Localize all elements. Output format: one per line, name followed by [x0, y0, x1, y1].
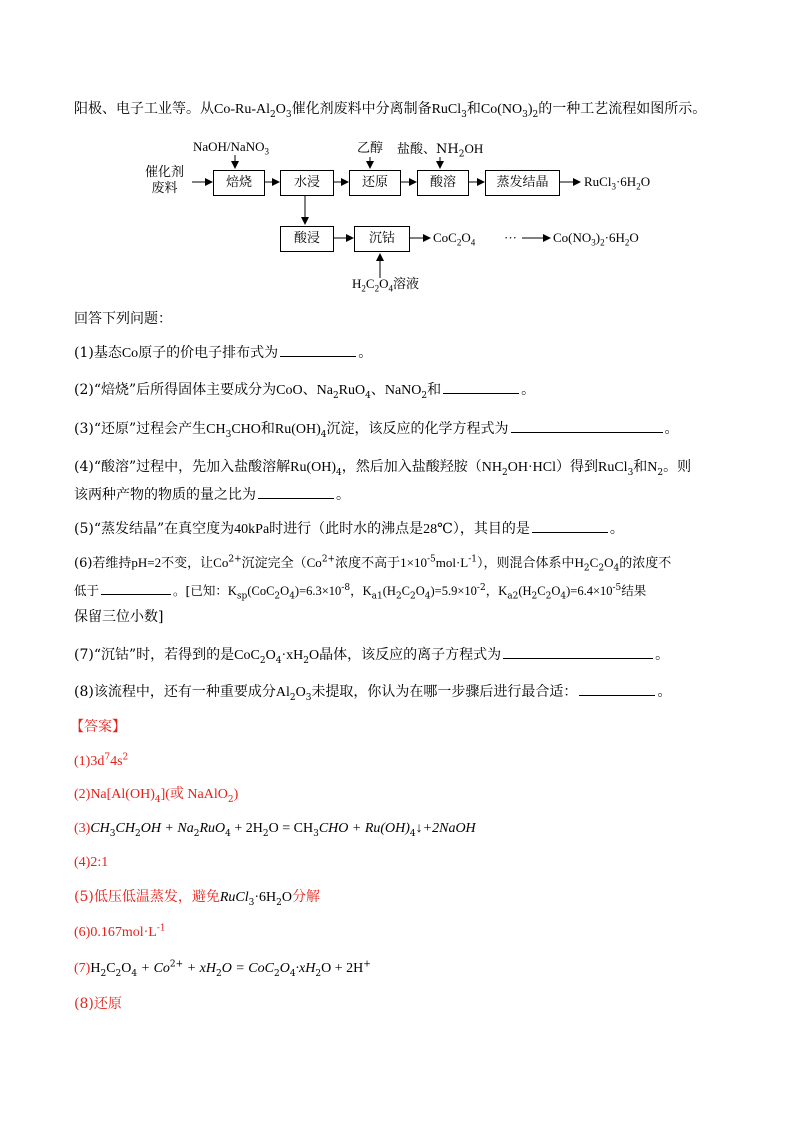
answer-blank[interactable] [443, 379, 519, 394]
rucl3-formula: RuCl [431, 102, 462, 117]
answer-8: (8)还原 [74, 996, 122, 1012]
answer-3: $(3)CH_3CH_2OH + Na_2RuO_4 + 2H_2O = CH_3CHO$ + $Ru(OH)_4↓+2NaOH$ [74, 821, 476, 839]
answer-blank[interactable] [280, 342, 356, 357]
answer-label: 【答案】 [70, 719, 126, 735]
intro-text: 阳极、电子工业等。从 [74, 101, 214, 117]
answer-blank[interactable] [532, 518, 608, 533]
reagent-oxalic-acid: $H_2C_2O_4$溶液 [352, 276, 419, 294]
cono3-formula: Co(NO [480, 102, 523, 117]
step-cobalt-precipitation: 沉钴 [354, 226, 410, 252]
intro-line: 阳极、电子工业等。从$Co-Ru-Al_2O_3$催化剂废料中分离制备RuCl$_3$和$Co(NO_3)_2$的一种工艺流程如图所示。 [74, 101, 707, 120]
question-6: (6)若维持pH=2不变，让$Co^{2+}$沉淀完全（$Co^{2+}$浓度不高于$1\times 10^{-5}mol\cdot L^{-1}$），则混合体系中$H_2C_2O_4$的浓度不 [74, 554, 672, 574]
product-cono3-hydrate: $Co(NO_3)_2\cdot 6H_2O$ [553, 230, 639, 248]
step-acid-dissolve: 酸溶 [417, 170, 469, 196]
answer-5: (5)低压低温蒸发，避免$RuCl_3\cdot 6H_2O$分解 [74, 889, 320, 908]
catalyst-formula: Co-Ru-Al [214, 102, 270, 117]
answer-blank[interactable] [258, 484, 334, 499]
step-roast: 焙烧 [213, 170, 265, 196]
step-water-leach: 水浸 [280, 170, 334, 196]
answer-4: (4)2:1 [74, 855, 109, 870]
answer-2: $(2)Na[Al(OH)_4]$(或 NaAlO$_2$) [74, 787, 239, 805]
answer-6: $(6)0.167mol\cdot L^{-1}$ [74, 923, 166, 940]
question-6-cont2: 保留三位小数] [74, 609, 164, 625]
answer-blank[interactable] [579, 681, 655, 696]
question-2: (2)“焙烧”后所得固体主要成分为CoO、$Na_2RuO_4$、NaNO$_2$和 。 [74, 379, 535, 401]
question-7: (7)“沉钴”时，若得到的是$CoC_2O_4\cdot xH_2O$晶体，该反应的离子方程式为 。 [74, 644, 669, 666]
answer-blank[interactable] [511, 418, 663, 433]
answer-7: $(7)H_2C_2O_4 + Co^{2+} + xH_2O = CoC_2O_4\cdot xH_2O + 2H^+$ [74, 959, 371, 979]
questions-intro: 回答下列问题： [74, 311, 172, 327]
answer-blank[interactable] [101, 580, 171, 595]
question-4: (4)“酸溶”过程中，先加入盐酸溶解$Ru(OH)_4$，然后加入盐酸羟胺$(NH_2OH\cdot HCl)$得到RuCl$_3$和$N_2$。则 [74, 459, 692, 478]
question-3: (3)“还原”过程会产生$CH_3CHO$和$Ru(OH)_4$沉淀，该反应的化学方程式为 。 [74, 418, 679, 440]
step-acid-leach: 酸浸 [280, 226, 334, 252]
step-evaporate-crystallize: 蒸发结晶 [485, 170, 560, 196]
reagent-naoh-nano3: NaOH/NaNO$_3$ [193, 139, 269, 157]
reagent-hcl-nh2oh: 盐酸、$NH_2OH$ [397, 141, 484, 160]
product-rucl3-hydrate: $RuCl_3\cdot 6H_2O$ [584, 174, 651, 192]
feed-label: 催化剂 废料 [145, 165, 185, 196]
question-8: (8)该流程中，还有一种重要成分$Al_2O_3$未提取，你认为在哪一步骤后进行最合适： 。 [74, 681, 671, 703]
flow-ellipsis: ··· [504, 230, 517, 245]
intermediate-coc2o4: $CoC_2O_4$ [433, 230, 476, 248]
answer-blank[interactable] [503, 644, 653, 659]
question-1: (1)基态Co原子的价电子排布式为 。 [74, 342, 372, 364]
question-5: (5)“蒸发结晶”在真空度为40kPa时进行（此时水的沸点是28℃），其目的是 。 [74, 518, 624, 540]
answer-1: $(1)3d^74s^2$ [74, 752, 129, 769]
step-reduce: 还原 [349, 170, 401, 196]
question-6-cont: 低于 。[已知：$K_{sp}(CoC_2O_4)=6.3\times 10^{-8}$，$K_{a1}(H_2C_2O_4)=5.9\times 10^{-2}$，$K_{a2}(H_2C_2O_4)=6.4\times 10^{-5}$结果 [74, 580, 646, 601]
reagent-ethanol: 乙醇 [357, 141, 384, 156]
question-4-cont: 该两种产物的物质的量之比为 。 [74, 484, 350, 505]
